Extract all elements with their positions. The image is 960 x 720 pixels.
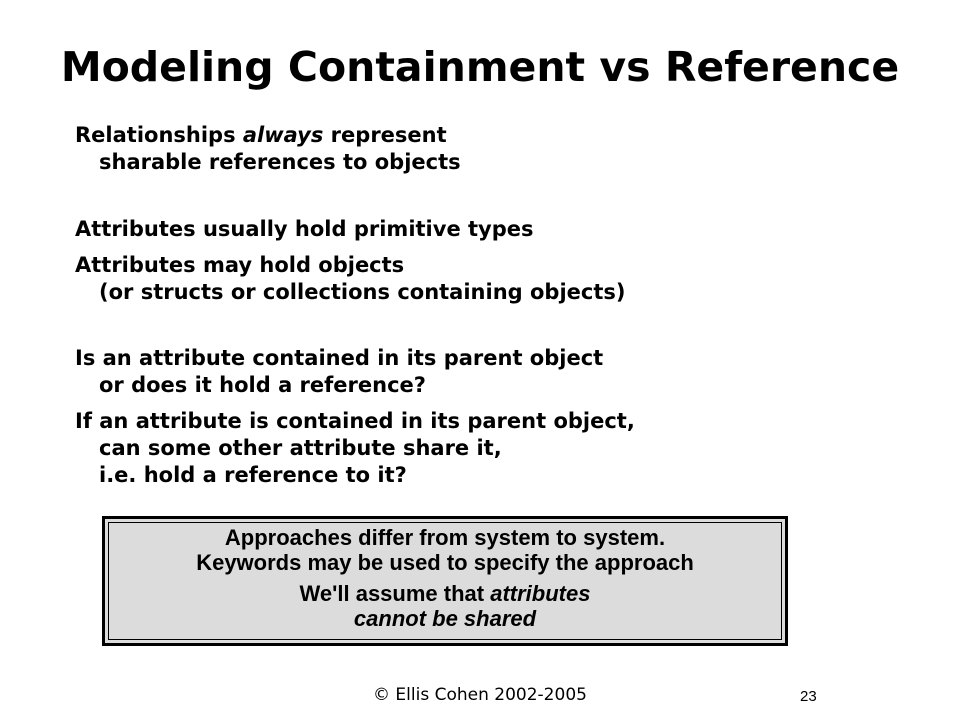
bullet-attributes-primitive <box>75 216 534 243</box>
bullet-contained-question-line1: Is an attribute contained in its parent object <box>75 346 604 370</box>
copyright-footer: © Ellis Cohen 2002-2005 <box>373 685 587 705</box>
bullet-relationships-line1: Relationships always represent <box>75 123 447 147</box>
bullet-relationships <box>75 122 461 176</box>
bullet-share-question-line2: can some other attribute share it, <box>99 436 502 460</box>
callout-line4 <box>105 606 785 631</box>
callout-line3: We'll assume that attributes <box>299 581 591 606</box>
emphasis-always: always <box>242 123 324 147</box>
callout-line2: Keywords may be used to specify the approach <box>196 550 694 575</box>
bullet-share-question <box>75 408 635 489</box>
bullet-attributes-primitive-line1: Attributes usually hold primitive types <box>75 217 534 241</box>
bullet-relationships-line2: sharable references to objects <box>99 150 461 174</box>
bullet-contained-question <box>75 345 603 399</box>
bullet-attributes-objects-line2: (or structs or collections containing objects) <box>99 280 626 304</box>
slide-title: Modeling Containment vs Reference <box>60 43 900 91</box>
callout-line1: Approaches differ from system to system. <box>224 525 666 550</box>
bullet-share-question-line1: If an attribute is contained in its parent object, <box>75 409 635 433</box>
bullet-attributes-objects-line1: Attributes may hold objects <box>75 253 405 277</box>
page-number: 23 <box>800 688 817 705</box>
bullet-attributes-objects <box>75 252 625 306</box>
emphasis-cannot-be-shared: cannot be shared <box>353 606 537 631</box>
emphasis-attributes: attributes <box>490 581 591 606</box>
bullet-contained-question-line2: or does it hold a reference? <box>99 373 426 397</box>
bullet-share-question-line3: i.e. hold a reference to it? <box>99 463 407 487</box>
approach-callout-box <box>102 516 788 646</box>
